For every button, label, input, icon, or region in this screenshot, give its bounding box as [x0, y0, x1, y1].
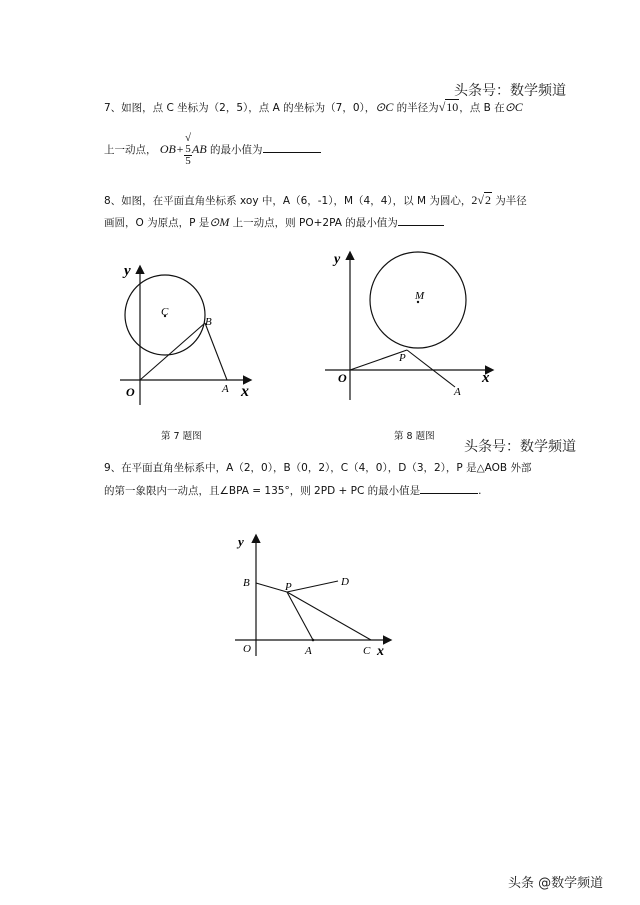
question-9-line2	[104, 483, 481, 498]
fig8-label-y: y	[334, 252, 341, 267]
footer-watermark: 头条 @数学频道	[508, 876, 604, 891]
watermark-top: 头条号：数学频道	[454, 83, 566, 99]
fig7-label-b: B	[205, 316, 212, 328]
fig8-label-a: A	[454, 386, 461, 398]
fig9-segment-bp	[256, 583, 287, 592]
fig9-segment-pd	[287, 581, 338, 592]
fig7-label-y: y	[124, 263, 131, 279]
fig8-label-p: P	[399, 352, 406, 364]
q8-text-a: 8、如图，在平面直角坐标系 xoy 中，A（6，-1），M（4，4），以 M 为圆心，	[104, 195, 472, 207]
q7-fraction: √ 5 5	[184, 132, 191, 167]
fig9-label-x: x	[377, 644, 384, 658]
fig7-label-o: O	[126, 385, 135, 399]
q7-sqrt10: √10	[438, 100, 459, 114]
fig9-label-b: B	[243, 577, 250, 589]
figure-7-caption: 第 7 题图	[161, 431, 202, 442]
q7-text-d: 上一动点，	[104, 144, 157, 156]
question-9-line1: 9、在平面直角坐标系中，A（2，0），B（0，2），C（4，0），D（3，2），P 是△AOB 外部	[104, 462, 532, 474]
question-8-line2	[104, 215, 444, 230]
question-8-line1	[104, 193, 527, 208]
q8-text-d: 上一动点，则 PO+2PA 的最小值为	[229, 217, 398, 229]
fig7-label-x: x	[241, 383, 249, 400]
watermark-middle: 头条号：数学频道	[464, 439, 576, 455]
figure-8-caption: 第 8 题图	[394, 431, 435, 442]
q7-circle-c2: ⊙C	[504, 100, 523, 114]
question-7-line1	[104, 100, 523, 115]
fig9-label-a: A	[305, 645, 312, 657]
fig9-label-c: C	[363, 645, 371, 657]
fig9-label-p: P	[285, 581, 292, 593]
q8-answer-blank	[398, 215, 444, 226]
q7-text-a: 7、如图，点 C 坐标为（2，5），点 A 的坐标为（7，0），	[104, 102, 376, 114]
q7-circle-c: ⊙C	[375, 100, 394, 114]
figure-8	[320, 245, 500, 405]
q8-radius: 2√2	[471, 193, 491, 207]
q7-answer-blank	[263, 142, 321, 153]
fig8-label-o: O	[338, 371, 347, 385]
q7-text-b: 的半径为	[393, 102, 439, 114]
fig8-label-m: M	[415, 290, 425, 302]
fig9-label-d: D	[341, 576, 349, 588]
q7-text-c: ，点 B 在	[459, 102, 505, 114]
q7-text-e: 的最小值为	[206, 144, 263, 156]
figure-7	[110, 255, 260, 405]
q9-answer-blank	[420, 483, 478, 494]
q9-text-b: .	[478, 485, 482, 497]
fig9-label-o: O	[243, 643, 251, 655]
fig7-label-c: C	[161, 306, 169, 318]
fig9-label-y: y	[238, 534, 244, 549]
question-7-line2	[104, 133, 321, 167]
q9-text-a: 的第一象限内一动点，且∠BPA = 135°，则 2PD + PC 的最小值是	[104, 485, 421, 497]
fig7-label-a: A	[222, 383, 229, 395]
figure-9	[225, 528, 395, 658]
q8-circle-m: ⊙M	[209, 215, 230, 229]
fig7-segment-ba	[205, 323, 227, 380]
fig8-label-x: x	[482, 370, 490, 386]
q8-text-c: 画圆，O 为原点，P 是	[104, 217, 210, 229]
q8-text-b: 为半径	[491, 195, 527, 207]
q7-ob: OB+	[159, 142, 184, 156]
fig8-segment-pa	[407, 350, 455, 387]
q7-ab: AB	[191, 142, 207, 156]
fig9-point-a	[312, 639, 315, 642]
